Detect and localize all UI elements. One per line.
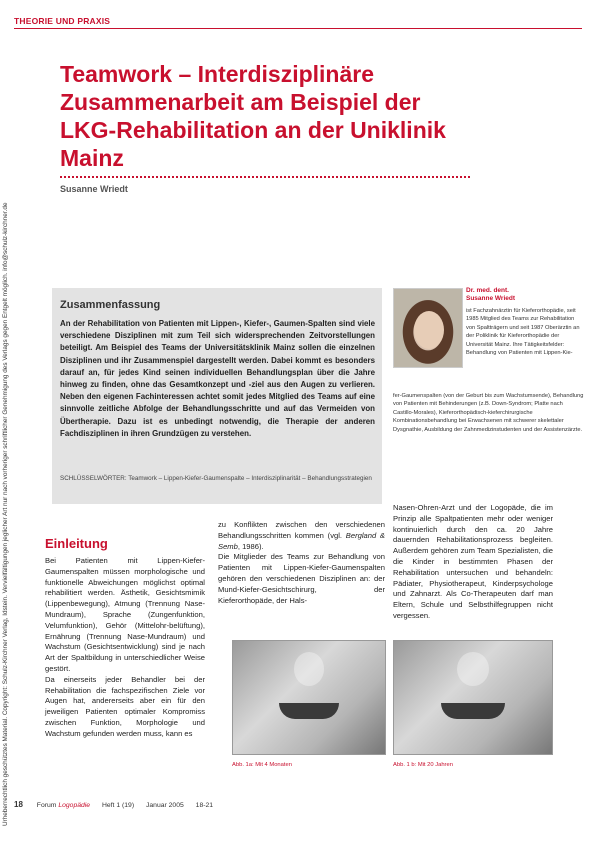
footer-forum: Forum bbox=[36, 802, 57, 809]
keywords: SCHLÜSSELWÖRTER: Teamwork – Lippen-Kiefer-Gaumenspalte – Interdisziplinarität – Behandlungsstrategien bbox=[60, 475, 372, 482]
footer-date: Januar 2005 bbox=[145, 802, 184, 809]
section-rule bbox=[14, 28, 582, 29]
paragraph: Die Mitglieder des Teams zur Behandlung von Patienten mit Lippen-Kiefer-Gaumenspalten gehören den verschiedenen Disziplinen an: der Mund-Kiefer-Gesichtschirurg, der Kieferorthopäde, der Hals- bbox=[218, 552, 385, 605]
bio-name bbox=[466, 287, 515, 303]
footer-magazine: Logopädie bbox=[58, 802, 91, 809]
paragraph bbox=[218, 520, 385, 552]
page-number: 18 bbox=[14, 800, 23, 809]
citation: Bergland & Semb bbox=[218, 530, 386, 551]
article-title: Teamwork – Interdisziplinäre Zusammenarbeit am Beispiel der LKG-Rehabilitation an der Uniklinik Mainz bbox=[60, 61, 446, 171]
figure-1a-caption: Abb. 1a: Mit 4 Monaten bbox=[232, 762, 292, 768]
figure-1a-photo bbox=[232, 640, 386, 755]
copyright-notice: Urheberrechtlich geschütztes Material. Copyright: Schulz-Kirchner Verlag, Idstein. Vervielfältigungen jeglicher Art nur nach vorheriger schriftlicher Genehmigung des Verlags gegen Entgelt möglich. info@schulz-kirchner.de bbox=[2, 202, 9, 826]
bio-text-continued: fer-Gaumenspalten (von der Geburt bis zum Wachstumsende), Behandlung von Patienten mit Behinderungen (z.B. Down-Syndrom; Platte nach Castillo-Morales), Kieferorthopädisch-kieferchirurgische Kombinationsbehandlung bei Erwachsenen mit schwerer skelettaler Dysgnathie, Ausbildung der Zahnmedizinstudenten und der Assistenzärzte. bbox=[393, 393, 584, 433]
section-heading-einleitung: Einleitung bbox=[45, 536, 108, 551]
paragraph: Bei Patienten mit Lippen-Kiefer-Gaumenspalten müssen morphologische und funktionelle Abweichungen möglichst optimal rehabilitiert werden. Ästhetik, Gesichtsmimik (Lippenbewegung), Atmung (Trennung Nase-Mundraum), Sprache (Zungenfunktion, Velumfunktion), Gehör (Mittelohr-belüftung), Ernährung (Trennung Nase-Mundraum) und Wachstum (Gesichtsentwicklung) sind je nach Art der Spaltbildung in unterschiedlicher Weise gestört. bbox=[45, 556, 205, 673]
text: , 1986). bbox=[237, 541, 264, 551]
footer-pages: 18-21 bbox=[195, 802, 214, 809]
footer-issue: Heft 1 (19) bbox=[101, 802, 135, 809]
article-author: Susanne Wriedt bbox=[60, 184, 128, 194]
title-divider bbox=[60, 176, 470, 178]
figure-1b-caption: Abb. 1 b: Mit 20 Jahren bbox=[393, 762, 453, 768]
abstract-heading: Zusammenfassung bbox=[60, 299, 161, 311]
body-column-3 bbox=[393, 503, 553, 622]
author-photo bbox=[393, 288, 463, 368]
bio-author-name: Susanne Wriedt bbox=[466, 295, 516, 302]
paragraph: Da einerseits jeder Behandler bei der Rehabilitation die fachspezifischen Ziele vor Augen hat, andererseits aber ein für den jeweiligen Patienten optimaler Kompromiss zwischen Funktion, Morphologie und Wachstum gefunden werden muss, kann es bbox=[45, 674, 205, 738]
body-column-1 bbox=[45, 556, 205, 740]
body-column-2 bbox=[218, 520, 385, 606]
paragraph: Nasen-Ohren-Arzt und der Logopäde, die im Prinzip alle Spaltpatienten mehr oder weniger kontinuierlich durch den ca. 20 Jahre dauernden Rehabilitationsprozess begleiten. Außerdem gehören zum Team Spezialisten, die die Kinder in bestimmten Phasen der Rehabilitation untersuchen und behandeln: Pädiater, Physiotherapeut, Kinderpsychologe und Zahnarzt. Als Co-Therapeuten darf man Eltern, Schule und Selbsthilfegruppen nicht vergessen. bbox=[393, 503, 553, 620]
section-label: THEORIE UND PRAXIS bbox=[14, 16, 111, 26]
page-footer bbox=[14, 800, 213, 809]
bio-text: ist Fachzahnärztin für Kieferorthopädie, seit 1985 Mitglied des Teams zur Rehabilitation von Spaltträgern und seit 1987 Oberärztin an der Poliklinik für Kieferorthopädie der Universität Mainz. Ihre Tätigkeitsfelder: Behandlung von Patienten mit Lippen-Kie- bbox=[466, 308, 580, 357]
abstract-text: An der Rehabilitation von Patienten mit Lippen-, Kiefer-, Gaumen-Spalten sind viele verschiedene Disziplinen mit zum Teil sich widersprechenden Zeitvorstellungen beteiligt. Am Beispiel des Teams der Universitätsklinik Mainz sollen die einzelnen Disziplinen und ihr Zusammenspiel dargestellt werden. Dabei kommt es besonders darauf an, für jedes Kind seinen individuellen Behandlungsplan über die Jahre hinweg zu finden, ohne das Gesamtkonzept und -ziel aus den Augen zu verlieren. Neben den eigenen Fachinteressen achtet somit jedes Mitglied des Teams auf eine sinnvolle zeitliche Abfolge der Behandlungsschritte und auf das Vermeiden von Übertherapie. Dazu ist es unbedingt notwendig, die Therapie der anderen Fachdisziplinen in ihren Grundzügen zu verstehen. bbox=[60, 319, 375, 438]
figure-1b-photo bbox=[393, 640, 553, 755]
bio-title: Dr. med. dent. bbox=[466, 287, 509, 294]
text: zu Konflikten zwischen den verschiedenen Behandlungsschritten kommen (vgl. bbox=[218, 520, 385, 540]
